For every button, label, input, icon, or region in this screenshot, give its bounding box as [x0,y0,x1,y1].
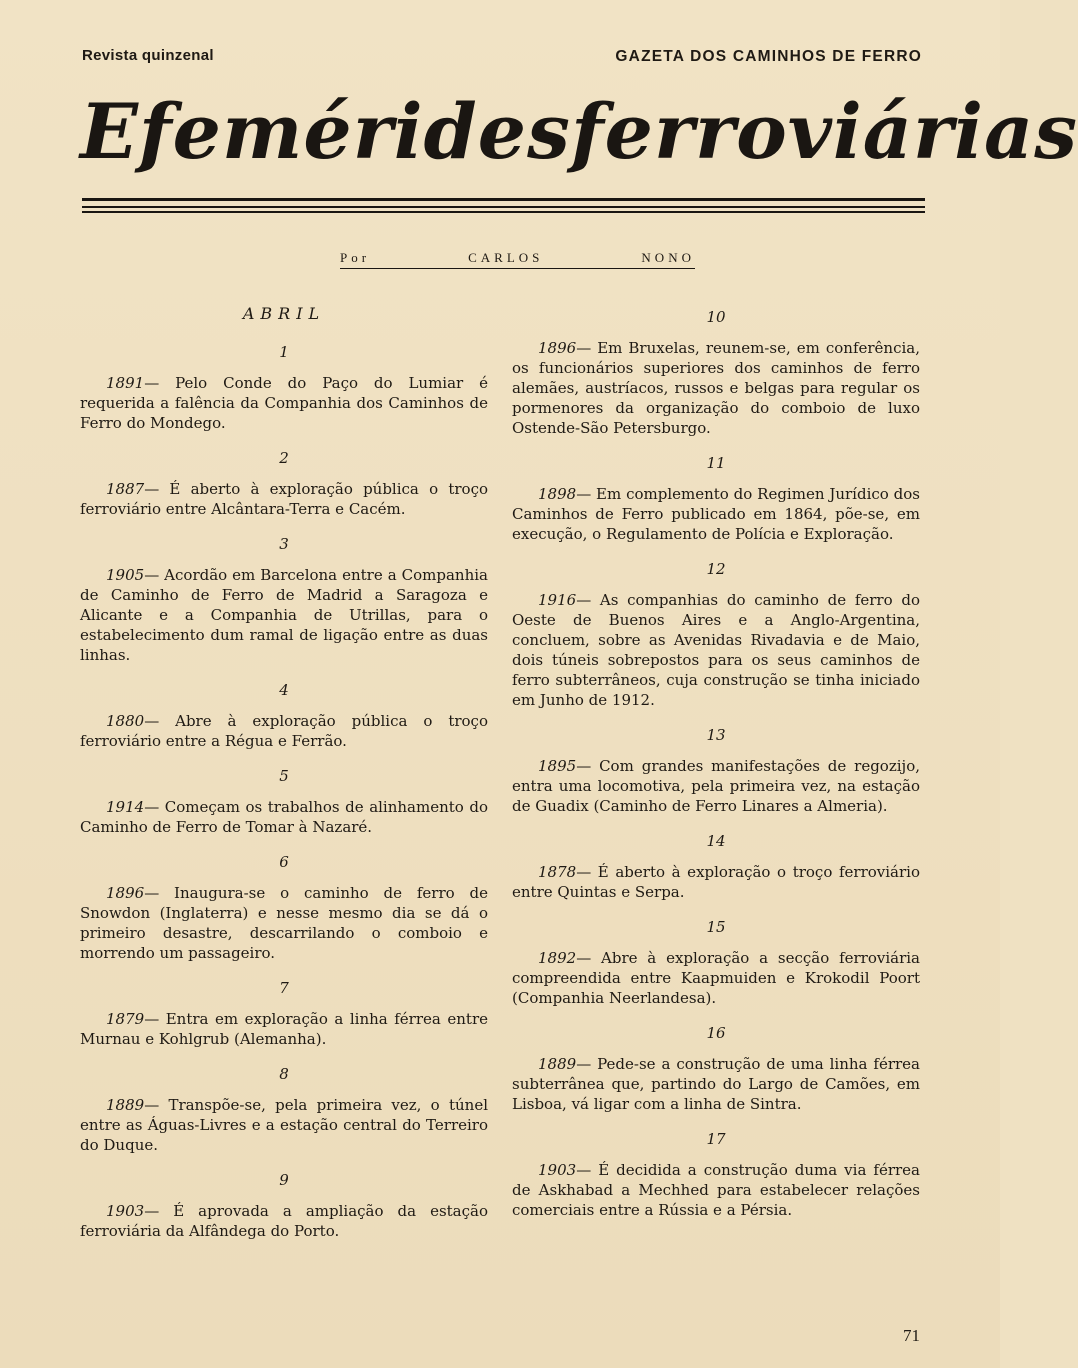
byline-first-name: CARLOS [468,250,544,265]
entry-year: 1903 [538,1161,577,1179]
entry-paragraph [512,756,920,816]
day-number: 7 [279,979,289,997]
entry-paragraph [80,1201,488,1241]
title-rule-top [82,198,925,201]
byline-prefix: Por [340,250,371,265]
entry-text: — Transpõe-se, pela primeira vez, o túnel entre as Águas-Livres e a estação central do Terreiro do Duque. [80,1096,488,1154]
byline [340,250,695,266]
day-number: 6 [279,853,289,871]
day-number: 10 [706,308,726,326]
day-number: 2 [279,449,289,467]
entry-paragraph [512,1160,920,1220]
entry-paragraph [512,338,920,438]
day-number: 1 [279,343,289,361]
month-heading: ABRIL [242,304,326,323]
entry-paragraph [512,1054,920,1114]
entry-year: 1914 [106,798,145,816]
title-word-1: Efemérides [80,87,571,176]
entry-paragraph [80,479,488,519]
entry-paragraph [80,373,488,433]
day-number: 15 [706,918,726,936]
entry-year: 1896 [538,339,577,357]
entry-text: — Acordão em Barcelona entre a Companhia de Caminho de Ferro de Madrid a Saragoza e Alicante e a Companhia de Utrillas, para o estabelecimento dum ramal de ligação entre as duas linhas. [80,566,488,664]
entry-paragraph [80,711,488,751]
entry-text: — É aberto à exploração pública o troço ferroviário entre Alcântara-Terra e Cacém. [80,480,488,518]
entry-text: — Abre à exploração pública o troço ferroviário entre a Régua e Ferrão. [80,712,488,750]
title-rule-bottom [82,211,925,213]
header-publication: GAZETA DOS CAMINHOS DE FERRO [615,48,922,65]
day-number: 9 [279,1171,289,1189]
entry-text: — Inaugura-se o caminho de ferro de Snowdon (Inglaterra) e nesse mesmo dia se dá o primeiro desastre, descarrilando o comboio e morrendo um passageiro. [80,884,488,962]
entry-year: 1916 [538,591,577,609]
page-number: 71 [903,1326,920,1345]
left-column [80,304,488,1257]
entry-text: — Abre à exploração a secção ferroviária compreendida entre Kaapmuiden e Krokodil Poort (Companhia Neerlandesa). [512,949,920,1007]
byline-last-name: NONO [641,250,695,265]
entry-text: — As companhias do caminho de ferro do Oeste de Buenos Aires e a Anglo-Argentina, concluem, sobre as Avenidas Rivadavia e de Maio, dois túneis sobrepostos para os seus caminhos de ferro subterrâneos, cuja construção se tinha iniciado em Junho de 1912. [512,591,920,709]
entry-year: 1905 [106,566,145,584]
entry-year: 1887 [106,480,145,498]
entry-year: 1879 [106,1010,145,1028]
entry-paragraph [512,590,920,710]
day-number: 11 [706,454,726,472]
entry-year: 1892 [538,949,577,967]
entry-text: — Começam os trabalhos de alinhamento do Caminho de Ferro de Tomar à Nazaré. [80,798,488,836]
entry-paragraph [80,1095,488,1155]
entry-paragraph [80,1009,488,1049]
right-column [512,308,920,1236]
byline-underline [340,268,695,269]
entry-text: — É aberto à exploração o troço ferroviário entre Quintas e Serpa. [512,863,920,901]
entry-text: — Pelo Conde do Paço do Lumiar é requerida a falência da Companhia dos Caminhos de Ferro do Mondego. [80,374,488,432]
entry-year: 1895 [538,757,577,775]
day-number: 13 [706,726,726,744]
day-number: 3 [279,535,289,553]
day-number: 14 [706,832,726,850]
entry-year: 1878 [538,863,577,881]
entry-text: — É decidida a construção duma via férrea de Askhabad a Mechhed para estabelecer relações comerciais entre a Rússia e a Pérsia. [512,1161,920,1219]
entry-year: 1891 [106,374,145,392]
entry-year: 1880 [106,712,145,730]
entry-year: 1903 [106,1202,145,1220]
entry-text: — É aprovada a ampliação da estação ferroviária da Alfândega do Porto. [80,1202,488,1240]
day-number: 12 [706,560,726,578]
entry-paragraph [80,883,488,963]
entry-paragraph [512,484,920,544]
entry-paragraph [80,565,488,665]
day-number: 17 [706,1130,726,1148]
entry-paragraph [512,862,920,902]
header-periodicity: Revista quinzenal [82,47,214,64]
entry-text: — Pede-se a construção de uma linha férrea subterrânea que, partindo do Largo de Camões, em Lisboa, vá ligar com a linha de Sintra. [512,1055,920,1113]
title-word-2: ferroviárias [570,87,1078,176]
entry-year: 1889 [106,1096,145,1114]
entry-paragraph [512,948,920,1008]
title-rule-middle [82,206,925,208]
entry-text: — Em Bruxelas, reunem-se, em conferência, os funcionários superiores dos caminhos de ferro alemães, austríacos, russos e belgas para regular os pormenores da organização do comboio de luxo Ostende-São Petersburgo. [512,339,920,437]
entry-year: 1889 [538,1055,577,1073]
entry-paragraph [80,797,488,837]
entry-text: — Com grandes manifestações de regozijo, entra uma locomotiva, pela primeira vez, na estação de Guadix (Caminho de Ferro Linares a Almeria). [512,757,920,815]
entry-text: — Em complemento do Regimen Jurídico dos Caminhos de Ferro publicado em 1864, põe-se, em execução, o Regulamento de Polícia e Exploração. [512,485,920,543]
day-number: 5 [279,767,289,785]
page-title [80,87,1078,176]
day-number: 4 [279,681,289,699]
day-number: 16 [706,1024,726,1042]
entry-year: 1896 [106,884,145,902]
entry-text: — Entra em exploração a linha férrea entre Murnau e Kohlgrub (Alemanha). [80,1010,488,1048]
day-number: 8 [279,1065,289,1083]
entry-year: 1898 [538,485,577,503]
